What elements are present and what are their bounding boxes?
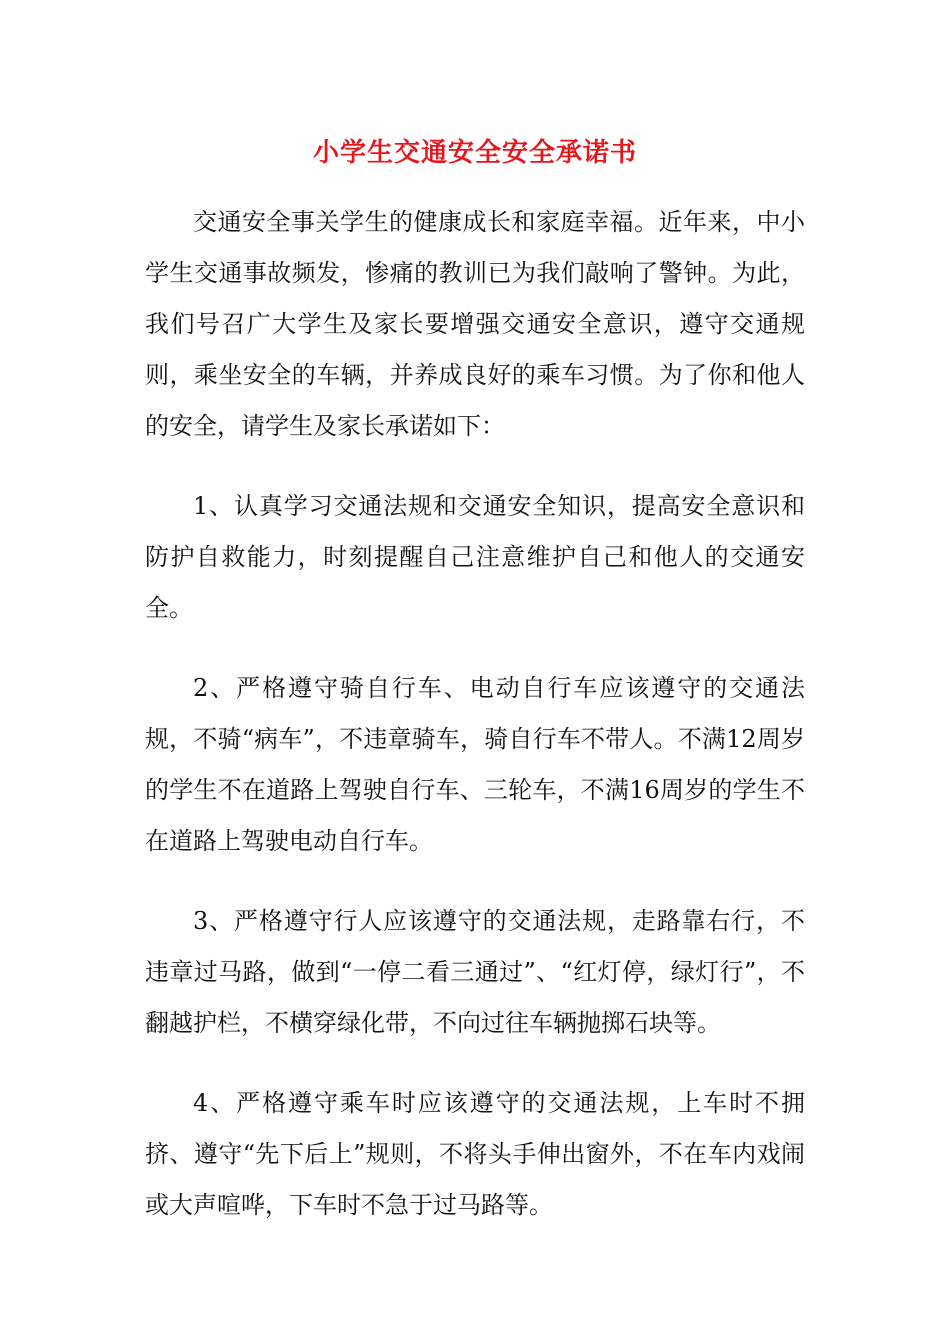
pledge-item-1: 1、认真学习交通法规和交通安全知识，提高安全意识和防护自救能力，时刻提醒自己注意维护自己和他人的交通安全。: [145, 492, 805, 622]
pledge-item-2: 2、严格遵守骑自行车、电动自行车应该遵守的交通法规，不骑“病车”，不违章骑车，骑自行车不带人。不满12周岁的学生不在道路上驾驶自行车、三轮车，不满16周岁的学生不在道路上驾驶电动自行车。: [145, 674, 805, 855]
document-body: [145, 197, 805, 1260]
intro-paragraph: 交通安全事关学生的健康成长和家庭幸福。近年来，中小学生交通事故频发，惨痛的教训已为我们敲响了警钟。为此，我们号召广大学生及家长要增强交通安全意识，遵守交通规则，乘坐安全的车辆，并养成良好的乘车习惯。为了你和他人的安全，请学生及家长承诺如下：: [145, 208, 805, 440]
pledge-item-3: 3、严格遵守行人应该遵守的交通法规，走路靠右行，不违章过马路，做到“一停二看三通过”、“红灯停，绿灯行”，不翻越护栏，不横穿绿化带，不向过往车辆抛掷石块等。: [145, 907, 805, 1037]
document-title: 小学生交通安全安全承诺书: [312, 138, 637, 168]
pledge-item-4: 4、严格遵守乘车时应该遵守的交通法规，上车时不拥挤、遵守“先下后上”规则，不将头手伸出窗外，不在车内戏闹或大声喧哗，下车时不急于过马路等。: [145, 1089, 805, 1219]
